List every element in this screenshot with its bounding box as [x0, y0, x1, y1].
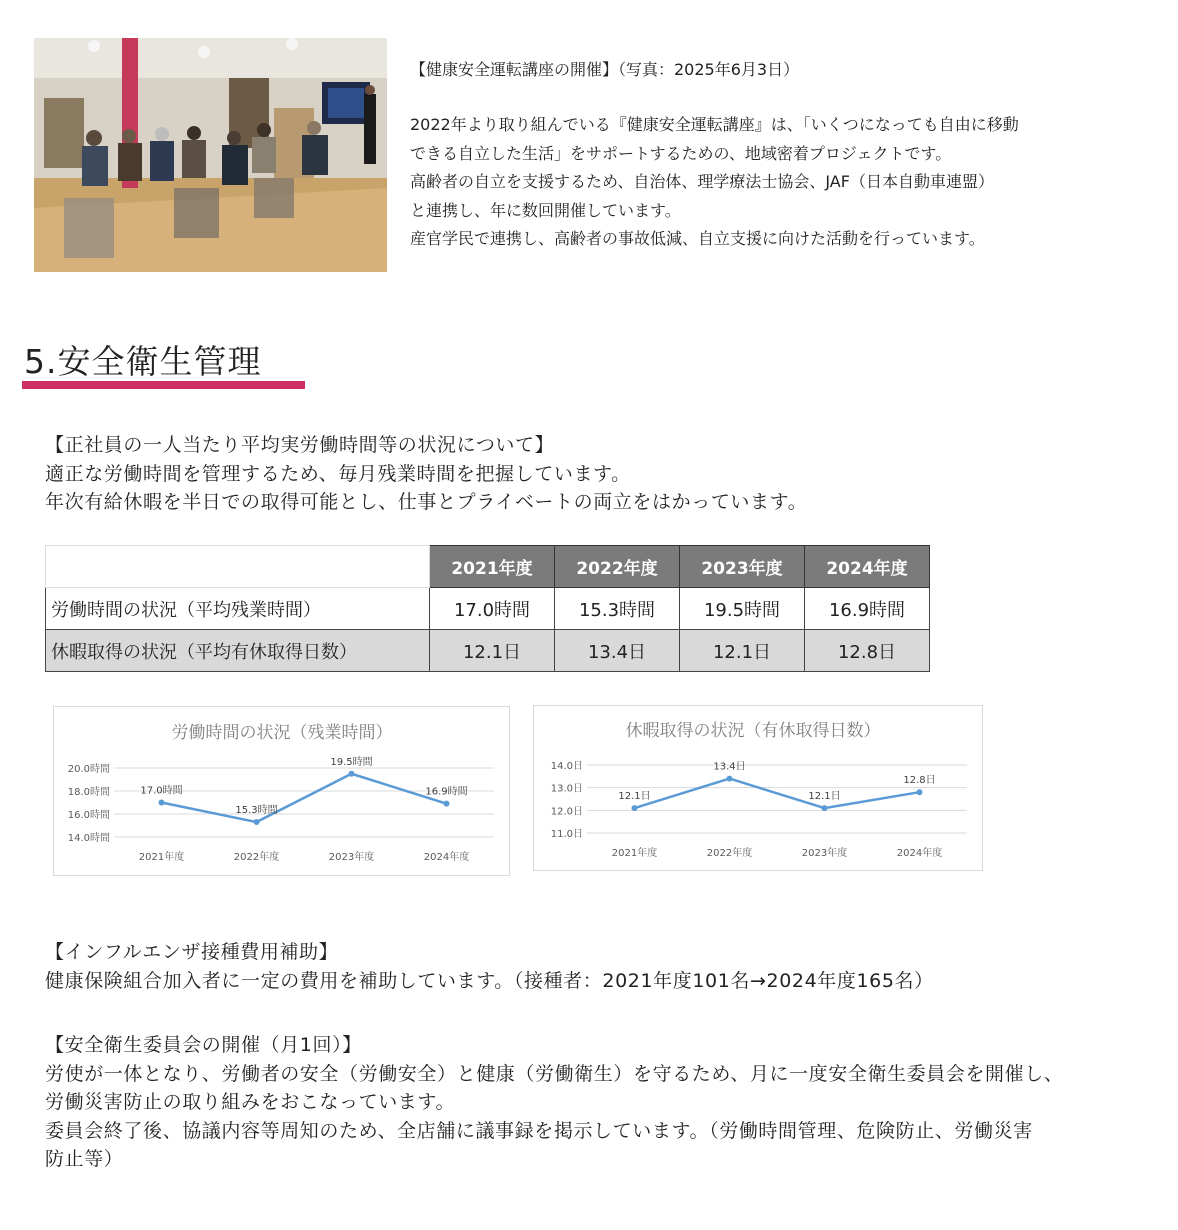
data-point	[727, 776, 733, 782]
committee-line: 労働災害防止の取り組みをおこなっています。	[45, 1091, 456, 1113]
intro-line: 2022年より取り組んでいる『健康安全運転講座』は、「いくつになっても自由に移動	[410, 115, 1019, 134]
table-cell: 13.4日	[555, 630, 680, 672]
table-header-cell: 2024年度	[805, 546, 930, 588]
series-line	[635, 779, 920, 808]
data-label: 15.3時間	[235, 805, 278, 817]
data-label: 13.4日	[713, 761, 746, 773]
data-point	[632, 805, 638, 811]
x-tick-label: 2023年度	[801, 848, 848, 859]
intro-line: 高齢者の自立を支援するため、自治体、理学療法士協会、JAF（日本自動車連盟）	[410, 172, 994, 191]
section-title: 5.安全衛生管理	[24, 342, 262, 381]
data-point	[444, 801, 450, 807]
table-cell: 12.8日	[805, 630, 930, 672]
overtime-chart	[53, 706, 510, 876]
table-row	[46, 588, 930, 630]
flu-section	[45, 938, 934, 995]
hours-description	[45, 431, 807, 517]
intro-line: できる自立した生活」をサポートするための、地域密着プロジェクトです。	[410, 143, 952, 163]
data-label: 17.0時間	[140, 785, 183, 797]
hours-table	[45, 545, 930, 672]
table-cell: 12.1日	[680, 630, 805, 672]
table-corner-cell	[46, 546, 430, 588]
table-cell: 16.9時間	[805, 588, 930, 630]
table-header-cell: 2021年度	[430, 546, 555, 588]
y-tick-label: 14.0時間	[67, 833, 110, 844]
committee-line: 防止等）	[45, 1148, 124, 1170]
row-label: 休暇取得の状況（平均有休取得日数）	[46, 630, 430, 672]
x-tick-label: 2021年度	[138, 852, 185, 863]
chart-title: 休暇取得の状況（有休取得日数）	[625, 721, 881, 741]
y-tick-label: 18.0時間	[67, 787, 110, 798]
data-point	[917, 789, 923, 795]
table-header-cell: 2022年度	[555, 546, 680, 588]
y-tick-label: 13.0日	[550, 783, 583, 795]
x-tick-label: 2021年度	[611, 848, 658, 859]
y-tick-label: 16.0時間	[67, 810, 110, 821]
x-tick-label: 2023年度	[328, 852, 375, 863]
intro-line: 産官学民で連携し、高齢者の事故低減、自立支援に向けた活動を行っています。	[410, 229, 985, 248]
table-header-row	[46, 546, 930, 588]
table-header-cell: 2023年度	[680, 546, 805, 588]
table-cell: 15.3時間	[555, 588, 680, 630]
y-tick-label: 12.0日	[550, 806, 583, 818]
overtime-chart-svg	[54, 707, 509, 875]
data-label: 12.8日	[903, 775, 936, 787]
y-tick-label: 20.0時間	[67, 764, 110, 775]
x-tick-label: 2022年度	[233, 852, 280, 863]
data-label: 19.5時間	[330, 756, 373, 768]
hours-line: 適正な労働時間を管理するため、毎月残業時間を把握しています。	[45, 462, 631, 485]
data-label: 16.9時間	[425, 786, 468, 798]
intro-line: と連携し、年に数回開催しています。	[410, 200, 681, 220]
data-label: 12.1日	[808, 791, 841, 803]
intro-title: 【健康安全運転講座の開催】（写真：2025年6月3日）	[410, 60, 800, 79]
flu-heading: 【インフルエンザ接種費用補助】	[45, 941, 339, 963]
committee-line: 労使が一体となり、労働者の安全（労働安全）と健康（労働衛生）を守るため、月に一度安全衛生委員会を開催し、	[45, 1062, 1064, 1085]
hours-line: 年次有給休暇を半日での取得可能とし、仕事とプライベートの両立をはかっています。	[45, 491, 808, 513]
hours-heading: 【正社員の一人当たり平均実労働時間等の状況について】	[45, 434, 555, 456]
y-tick-label: 14.0日	[550, 761, 583, 772]
table-cell: 12.1日	[430, 630, 555, 672]
series-line	[162, 774, 447, 822]
x-tick-label: 2022年度	[706, 848, 753, 859]
leave-chart	[533, 705, 983, 871]
data-point	[159, 800, 165, 806]
x-tick-label: 2024年度	[423, 852, 470, 863]
table-row	[46, 630, 930, 672]
x-tick-label: 2024年度	[896, 848, 943, 859]
row-label: 労働時間の状況（平均残業時間）	[46, 588, 430, 630]
intro-text	[410, 111, 1019, 254]
committee-section	[45, 1031, 1063, 1174]
data-point	[254, 819, 260, 825]
table-cell: 17.0時間	[430, 588, 555, 630]
committee-heading: 【安全衛生委員会の開催（月1回）】	[45, 1034, 362, 1056]
y-tick-label: 11.0日	[550, 829, 583, 840]
data-label: 12.1日	[618, 791, 651, 803]
seminar-photo	[34, 38, 387, 272]
data-point	[349, 771, 355, 777]
data-point	[822, 805, 828, 811]
committee-line: 委員会終了後、協議内容等周知のため、全店舗に議事録を掲示しています。（労働時間管理、危険防止、労働災害	[45, 1119, 1033, 1142]
flu-line: 健康保険組合加入者に一定の費用を補助しています。（接種者：2021年度101名→2024年度165名）	[45, 969, 934, 992]
table-cell: 19.5時間	[680, 588, 805, 630]
chart-title: 労働時間の状況（残業時間）	[171, 723, 393, 743]
leave-chart-svg	[534, 706, 982, 870]
section-underline	[22, 381, 305, 389]
